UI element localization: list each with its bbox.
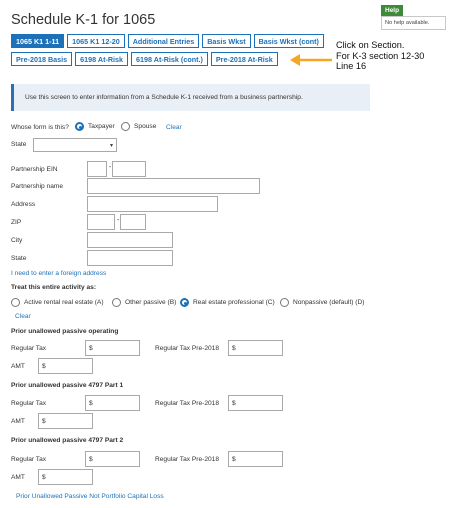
help-tab[interactable]: Help (381, 5, 403, 16)
zip-separator: - (117, 217, 120, 224)
regular-tax-input[interactable] (85, 451, 140, 467)
radio-activity-d-button[interactable] (280, 298, 289, 307)
radio-activity-c[interactable] (180, 298, 275, 307)
activity-clear-link[interactable]: Clear (15, 313, 31, 320)
help-panel (381, 5, 446, 30)
regular-tax-label: Regular Tax (11, 456, 47, 463)
tab-pre-2018-basis[interactable]: Pre-2018 Basis (11, 52, 72, 66)
partnership-name-label: Partnership name (11, 183, 64, 190)
address-input[interactable] (87, 196, 218, 212)
tab-1065-k1-12-20[interactable]: 1065 K1 12-20 (67, 34, 125, 48)
ein-separator: - (109, 164, 112, 171)
ein-suffix-input[interactable] (112, 161, 146, 177)
radio-taxpayer[interactable] (75, 122, 115, 131)
address-label: Address (11, 201, 36, 208)
ein-label: Partnership EIN (11, 166, 58, 173)
dollar-sign: $ (232, 455, 236, 463)
regular-tax-input[interactable] (85, 340, 140, 356)
dollar-sign: $ (89, 344, 93, 352)
regular-tax-label: Regular Tax (11, 400, 47, 407)
dollar-sign: $ (89, 455, 93, 463)
dollar-sign: $ (42, 362, 46, 370)
regular-tax-pre-2018-input[interactable] (228, 451, 283, 467)
radio-activity-b-button[interactable] (112, 298, 121, 307)
radio-activity-c-label: Real estate professional (C) (193, 299, 275, 306)
radio-activity-b[interactable] (112, 298, 176, 307)
section-title: Prior unallowed passive operating (11, 328, 119, 335)
partnership-state-input[interactable] (87, 250, 173, 266)
dollar-sign: $ (42, 417, 46, 425)
state-select[interactable] (33, 138, 117, 152)
zip-ext-input[interactable] (120, 214, 146, 230)
foreign-address-link[interactable]: I need to enter a foreign address (11, 270, 107, 277)
amt-input[interactable] (38, 413, 93, 429)
whose-form-label: Whose form is this? (11, 124, 69, 131)
tab-6198-at-risk[interactable]: 6198 At-Risk (75, 52, 128, 66)
zip-input[interactable] (87, 214, 115, 230)
annotation-line: Click on Section. (336, 40, 405, 50)
amt-label: AMT (11, 418, 25, 425)
tabs-row-1 (11, 34, 324, 48)
regular-tax-pre-2018-label: Regular Tax Pre-2018 (155, 400, 220, 407)
tab-1065-k1-1-11[interactable]: 1065 K1 1-11 (11, 34, 64, 48)
page-title: Schedule K-1 for 1065 (11, 12, 156, 28)
capital-loss-link[interactable]: Prior Unallowed Passive Not Portfolio Capital Loss (16, 493, 164, 500)
regular-tax-pre-2018-input[interactable] (228, 340, 283, 356)
dollar-sign: $ (232, 344, 236, 352)
partnership-state-label: State (11, 255, 27, 262)
activity-label: Treat this entire activity as: (11, 284, 97, 291)
partnership-name-input[interactable] (87, 178, 260, 194)
zip-label: ZIP (11, 219, 22, 226)
regular-tax-label: Regular Tax (11, 345, 47, 352)
radio-spouse[interactable] (121, 122, 156, 131)
radio-spouse-button[interactable] (121, 122, 130, 131)
tab-basis-wkst-cont[interactable]: Basis Wkst (cont) (254, 34, 324, 48)
dollar-sign: $ (232, 399, 236, 407)
annotation-line: For K-3 section 12-30 (336, 50, 425, 61)
radio-activity-b-label: Other passive (B) (125, 299, 177, 306)
tabs-row-2 (11, 52, 278, 66)
tab-6198-at-risk-cont[interactable]: 6198 At-Risk (cont.) (131, 52, 208, 66)
section-title: Prior unallowed passive 4797 Part 2 (11, 437, 124, 444)
regular-tax-input[interactable] (85, 395, 140, 411)
tab-pre-2018-at-risk[interactable]: Pre-2018 At-Risk (211, 52, 278, 66)
annotation-note (336, 40, 424, 72)
radio-activity-a-label: Active rental real estate (A) (24, 299, 104, 306)
regular-tax-pre-2018-label: Regular Tax Pre-2018 (155, 456, 220, 463)
dollar-sign: $ (89, 399, 93, 407)
chevron-down-icon: ▾ (109, 143, 113, 149)
amt-label: AMT (11, 363, 25, 370)
tab-basis-wkst[interactable]: Basis Wkst (202, 34, 250, 48)
radio-activity-a[interactable] (11, 298, 104, 307)
state-select-label: State (11, 141, 27, 148)
regular-tax-pre-2018-input[interactable] (228, 395, 283, 411)
ein-prefix-input[interactable] (87, 161, 107, 177)
amt-label: AMT (11, 474, 25, 481)
annotation-arrow-icon (288, 52, 334, 68)
whose-form-clear-link[interactable]: Clear (166, 124, 182, 131)
dollar-sign: $ (42, 473, 46, 481)
city-input[interactable] (87, 232, 173, 248)
tab-additional-entries[interactable]: Additional Entries (128, 34, 200, 48)
radio-activity-a-button[interactable] (11, 298, 20, 307)
section-title: Prior unallowed passive 4797 Part 1 (11, 382, 124, 389)
regular-tax-pre-2018-label: Regular Tax Pre-2018 (155, 345, 220, 352)
city-label: City (11, 237, 23, 244)
info-box: Use this screen to enter information from a Schedule K-1 received from a business partnership. (11, 84, 370, 111)
help-body: No help available. (381, 16, 446, 30)
radio-activity-c-button[interactable] (180, 298, 189, 307)
radio-taxpayer-label: Taxpayer (88, 123, 115, 130)
radio-taxpayer-button[interactable] (75, 122, 84, 131)
radio-activity-d-label: Nonpassive (default) (D) (293, 299, 365, 306)
annotation-line: Line 16 (336, 61, 367, 71)
radio-activity-d[interactable] (280, 298, 364, 307)
amt-input[interactable] (38, 358, 93, 374)
amt-input[interactable] (38, 469, 93, 485)
radio-spouse-label: Spouse (134, 123, 157, 130)
